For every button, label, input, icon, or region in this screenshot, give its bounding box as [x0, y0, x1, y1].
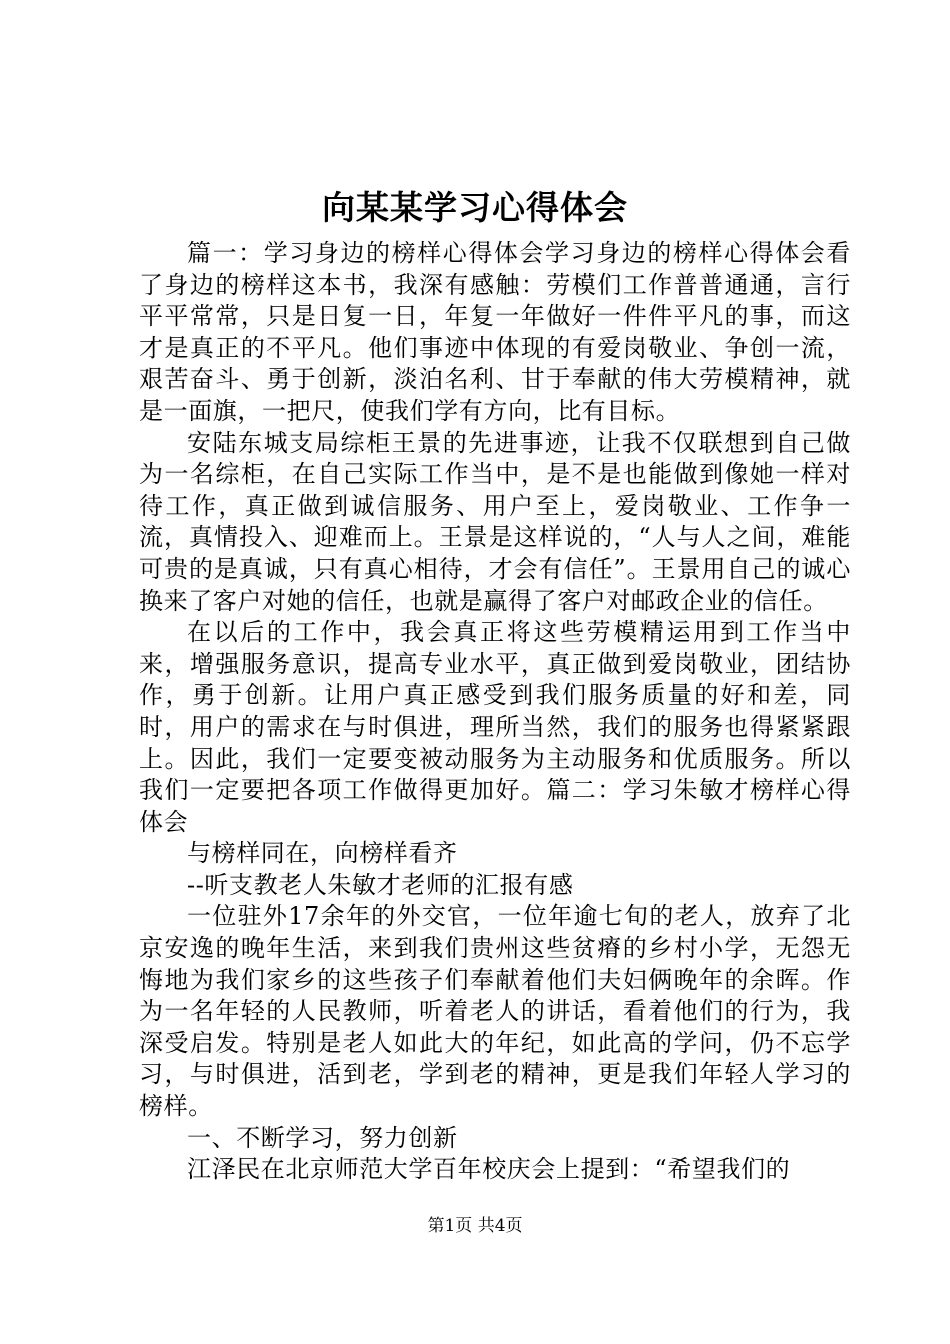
paragraph-8: 江泽民在北京师范大学百年校庆会上提到：“希望我们的: [187, 1155, 791, 1184]
document-title: 向某某学习心得体会: [322, 188, 628, 227]
document-body: [139, 238, 851, 1186]
page-number-footer: 第1页 共4页: [427, 1216, 523, 1236]
paragraph-6: 一位驻外17余年的外交官，一位年逾七旬的老人，放弃了北京安逸的晚年生活，来到我们贵州这些贫瘠的乡村小学，无怨无悔地为我们家乡的这些孩子们奉献着他们夫妇俩晚年的余晖。作为一名年轻的人民教师，听着老人的讲话，看着他们的行为，我深受启发。特别是老人如此大的年纪，如此高的学问，仍不忘学习，与时俱进，活到老，学到老的精神，更是我们年轻人学习的榜样。: [139, 902, 851, 1121]
paragraph-2: 安陆东城支局综柜王景的先进事迹，让我不仅联想到自己做为一名综柜，在自己实际工作当中，是不是也能做到像她一样对待工作，真正做到诚信服务、用户至上，爱岗敬业、工作争一流，真情投入、迎难而上。王景是这样说的，“人与人之间，难能可贵的是真诚，只有真心相待，才会有信任”。王景用自己的诚心换来了客户对她的信任，也就是赢得了客户对邮政企业的信任。: [139, 428, 851, 615]
paragraph-4: 与榜样同在，向榜样看齐: [187, 839, 458, 868]
paragraph-5: --听支教老人朱敏才老师的汇报有感: [187, 870, 574, 899]
section-heading: 一、不断学习，努力创新: [187, 1123, 458, 1152]
paragraph-3: 在以后的工作中，我会真正将这些劳模精运用到工作当中来，增强服务意识，提高专业水平，真正做到爱岗敬业，团结协作，勇于创新。让用户真正感受到我们服务质量的好和差，同时，用户的需求在与时俱进，理所当然，我们的服务也得紧紧跟上。因此，我们一定要变被动服务为主动服务和优质服务。所以我们一定要把各项工作做得更加好。篇二：学习朱敏才榜样心得体会: [139, 618, 851, 836]
paragraph-1: 篇一：学习身边的榜样心得体会学习身边的榜样心得体会看了身边的榜样这本书，我深有感触：劳模们工作普普通通，言行平平常常，只是日复一日，年复一年做好一件件平凡的事，而这才是真正的不平凡。他们事迹中体现的有爱岗敬业、争创一流，艰苦奋斗、勇于创新，淡泊名利、甘于奉献的伟大劳模精神，就是一面旗，一把尺，使我们学有方向，比有目标。: [139, 239, 851, 425]
